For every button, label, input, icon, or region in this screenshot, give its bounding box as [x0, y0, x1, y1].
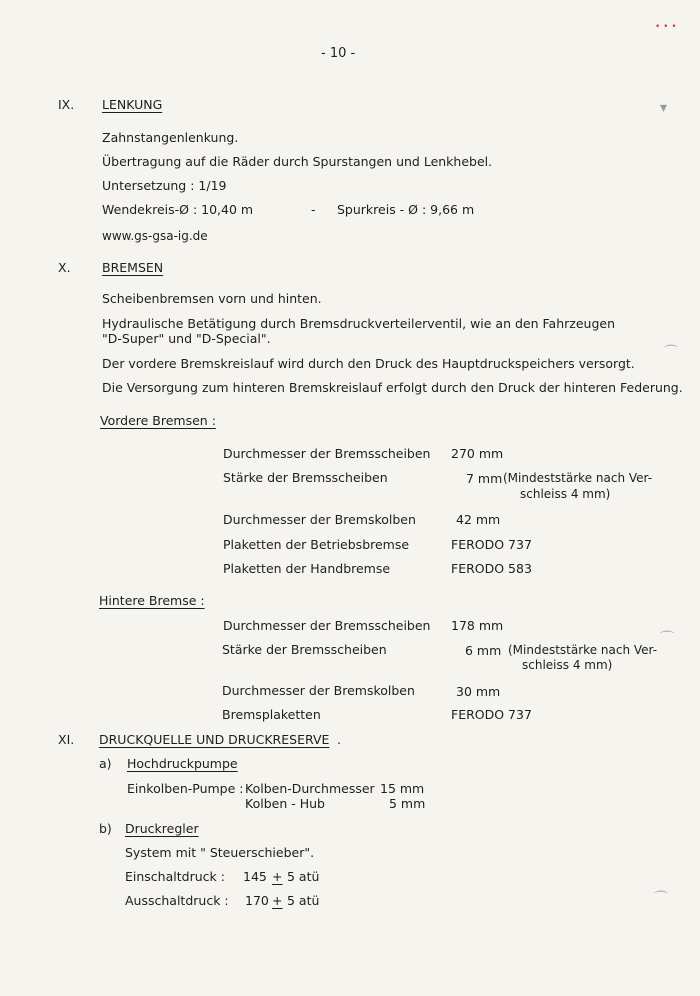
text-line: Hydraulische Betätigung durch Bremsdruckverteilerventil, wie an den Fahrzeugen — [102, 316, 615, 331]
system-text: System mit " Steuerschieber". — [125, 845, 315, 860]
plus-minus: + — [272, 869, 283, 884]
spec-note: (Mindeststärke nach Ver- — [508, 643, 658, 657]
pressure-label: Einschaltdruck : — [125, 869, 225, 884]
spec-value: 178 mm — [451, 618, 504, 633]
separator-dash: - — [311, 202, 316, 217]
website-link[interactable]: www.gs-gsa-ig.de — [102, 229, 208, 243]
scan-mark: ⌒ — [660, 631, 674, 647]
spec-label: Durchmesser der Bremsscheiben — [223, 446, 431, 461]
wendekreis: Wendekreis-Ø : 10,40 m — [102, 202, 254, 217]
section-title: LENKUNG — [102, 97, 163, 112]
text-line: "D-Super" und "D-Special". — [102, 331, 271, 346]
pump-spec-value: 5 mm — [389, 796, 426, 811]
spec-label: Plaketten der Betriebsbremse — [223, 537, 410, 552]
spec-value: FERODO 737 — [451, 537, 532, 552]
subsection-title: Vordere Bremsen : — [100, 413, 216, 428]
text-line: Untersetzung : 1/19 — [102, 178, 227, 193]
text-line: Übertragung auf die Räder durch Spurstangen und Lenkhebel. — [102, 154, 493, 169]
item-label: a) — [99, 756, 112, 771]
item-label: b) — [99, 821, 112, 836]
subsection-title: Hintere Bremse : — [99, 593, 205, 608]
section-number: X. — [58, 260, 71, 275]
spec-label: Stärke der Bremsscheiben — [222, 642, 387, 657]
scan-mark: • • • — [655, 22, 677, 32]
text-line: Scheibenbremsen vorn und hinten. — [102, 291, 322, 306]
spec-value: 30 mm — [456, 684, 501, 699]
pressure-tolerance: 5 atü — [287, 893, 320, 908]
pump-spec-value: 15 mm — [380, 781, 425, 796]
pressure-value: 170 — [245, 893, 269, 908]
spec-value: 42 mm — [456, 512, 501, 527]
pump-label: Einkolben-Pumpe : — [127, 781, 244, 796]
spec-value: FERODO 737 — [451, 707, 532, 722]
pressure-label: Ausschaltdruck : — [125, 893, 229, 908]
spec-value: FERODO 583 — [451, 561, 532, 576]
spec-label: Stärke der Bremsscheiben — [223, 470, 388, 485]
plus-minus: + — [272, 893, 283, 908]
section-title: DRUCKQUELLE UND DRUCKRESERVE — [99, 732, 330, 747]
page-number: - 10 - — [321, 46, 356, 61]
title-dot: . — [337, 732, 341, 747]
spec-value: 6 mm — [465, 643, 502, 658]
section-title: BREMSEN — [102, 260, 164, 275]
spec-label: Plaketten der Handbremse — [223, 561, 391, 576]
spec-note: schleiss 4 mm) — [520, 487, 611, 501]
item-title: Hochdruckpumpe — [127, 756, 238, 771]
scan-mark: ▾ — [660, 100, 668, 116]
item-title: Druckregler — [125, 821, 199, 836]
scan-mark: ⌒ — [664, 345, 678, 361]
text-line: Die Versorgung zum hinteren Bremskreislauf erfolgt durch den Druck der hinteren Federung. — [102, 380, 683, 395]
text-line: Der vordere Bremskreislauf wird durch den Druck des Hauptdruckspeichers versorgt. — [102, 356, 635, 371]
spec-label: Durchmesser der Bremskolben — [223, 512, 416, 527]
spec-note: schleiss 4 mm) — [522, 658, 613, 672]
spec-label: Durchmesser der Bremsscheiben — [223, 618, 431, 633]
pump-spec-label: Kolben-Durchmesser — [245, 781, 375, 796]
spec-note: (Mindeststärke nach Ver- — [503, 471, 653, 485]
spec-label: Durchmesser der Bremskolben — [222, 683, 415, 698]
spec-value: 270 mm — [451, 446, 504, 461]
section-number: IX. — [58, 97, 75, 112]
pressure-value: 145 — [243, 869, 267, 884]
pressure-tolerance: 5 atü — [287, 869, 320, 884]
scan-mark: ⌒ — [654, 891, 668, 907]
spec-value: 7 mm — [466, 471, 503, 486]
spurkreis: Spurkreis - Ø : 9,66 m — [337, 202, 475, 217]
section-number: XI. — [58, 732, 75, 747]
spec-label: Bremsplaketten — [222, 707, 321, 722]
text-line: Zahnstangenlenkung. — [102, 130, 239, 145]
pump-spec-label: Kolben - Hub — [245, 796, 325, 811]
